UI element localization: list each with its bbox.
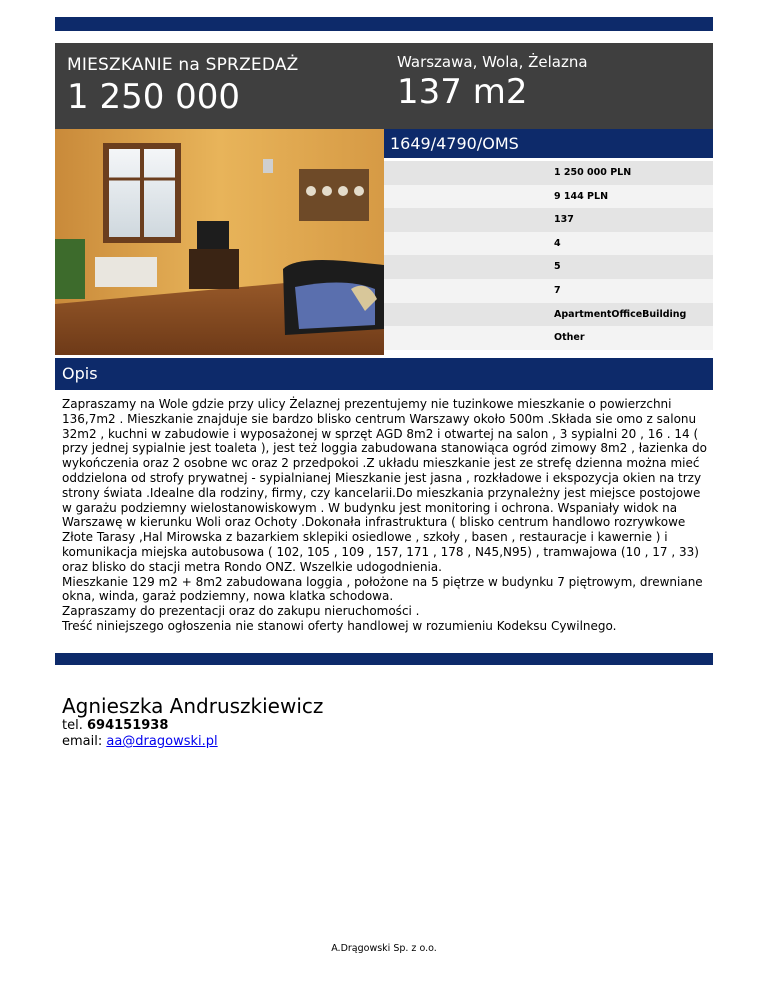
email-label: email: (62, 734, 103, 749)
reference-number: 1649/4790/OMS (384, 129, 713, 158)
apartment-photo (55, 129, 384, 355)
detail-rooms: 4 (384, 232, 713, 256)
top-decor-bar (55, 17, 713, 31)
listing-header (55, 43, 713, 129)
detail-price: 1 250 000 PLN (384, 161, 713, 185)
description-text: Zapraszamy na Wole gdzie przy ulicy Żelaznej prezentujemy nie tuzinkowe mieszkanie o powierzchni 136,7m2 . Mieszkanie znajduje sie bardzo blisko centrum Warszawy około 500m .Składa sie omo z salonu 32m2 , kuchni w zabudowie i wyposażonej w sprzęt AGD 8m2 i otwartej na salon , 3 sypialni 20 , 16 . 14 ( przy jednej sypialnie jest toaleta ), jest też loggia zabudowana stanowiąca ogród zimowy 8m2 , łazienka do wykończenia oraz 2 osobne wc oraz 2 przedpokoi .Z układu mieszkanie jest ze strefę dzienna można mieć oddzielona od strofy prywatnej - sypialnianej Mieszkanie jest jasna , rozkładowe i ekspozycja okien na trzy strony świata .Idealne dla rodziny, firmy, czy kancelarii.Do mieszkania przynależny jest miejsce postojowe w garażu podziemny wielostanowiskowym . W budynku jest monitoring i ochrona. Wspaniały widok na Warszawę w kierunku Woli oraz Ochoty .Dokonała infrastruktura ( blisko centrum handlowo rozrywkowe Złote Tarasy ,Hal Mirowska z bazarkiem sklepiki osiedlowe , szkoły , basen , restauracje i kawernie ) i komunikacja miejska autobusowa ( 102, 105 , 109 , 157, 171 , 178 , N45,N95) , tramwajowa (10 , 17 , 33) oraz blisko do stacji metra Rondo ONZ. Wszelkie udogodnienia. Mieszkanie 129 m2 + 8m2 zabudowana loggia , położone na 5 piętrze w budynku 7 piętrowym, drewniane okna, winda, garaż podziemny, nowa klatka schodowa. Zapraszamy do prezentacji oraz do zakupu nieruchomości . Treść niniejszego ogłoszenia nie stanowi oferty handlowej w rozumieniu Kodeksu Cywilnego. (62, 397, 708, 633)
detail-building-type: ApartmentOfficeBuilding (384, 303, 713, 327)
detail-area: 137 (384, 208, 713, 232)
header-left (67, 55, 299, 117)
company-footer: A.Drągowski Sp. z o.o. (331, 943, 437, 954)
details-list (384, 161, 713, 350)
agent-phone-line (62, 718, 323, 734)
listing-price: 1 250 000 (67, 77, 241, 117)
bottom-decor-bar (55, 653, 713, 665)
detail-price-per-m2: 9 144 PLN (384, 185, 713, 209)
agent-name: Agnieszka Andruszkiewicz (62, 694, 324, 718)
agent-contact (62, 694, 323, 750)
phone-number: 694151938 (86, 718, 169, 733)
agent-email-line (62, 734, 323, 750)
header-right (397, 53, 588, 112)
phone-label: tel. (62, 718, 83, 733)
detail-other: Other (384, 326, 713, 350)
email-link[interactable]: aa@dragowski.pl (106, 734, 218, 749)
description-heading: Opis (55, 358, 713, 390)
listing-type: MIESZKANIE na SPRZEDAŻ (67, 55, 299, 75)
listing-location: Warszawa, Wola, Żelazna (397, 53, 588, 71)
detail-floors-total: 7 (384, 279, 713, 303)
detail-floor: 5 (384, 255, 713, 279)
listing-area: 137 m2 (397, 72, 528, 112)
